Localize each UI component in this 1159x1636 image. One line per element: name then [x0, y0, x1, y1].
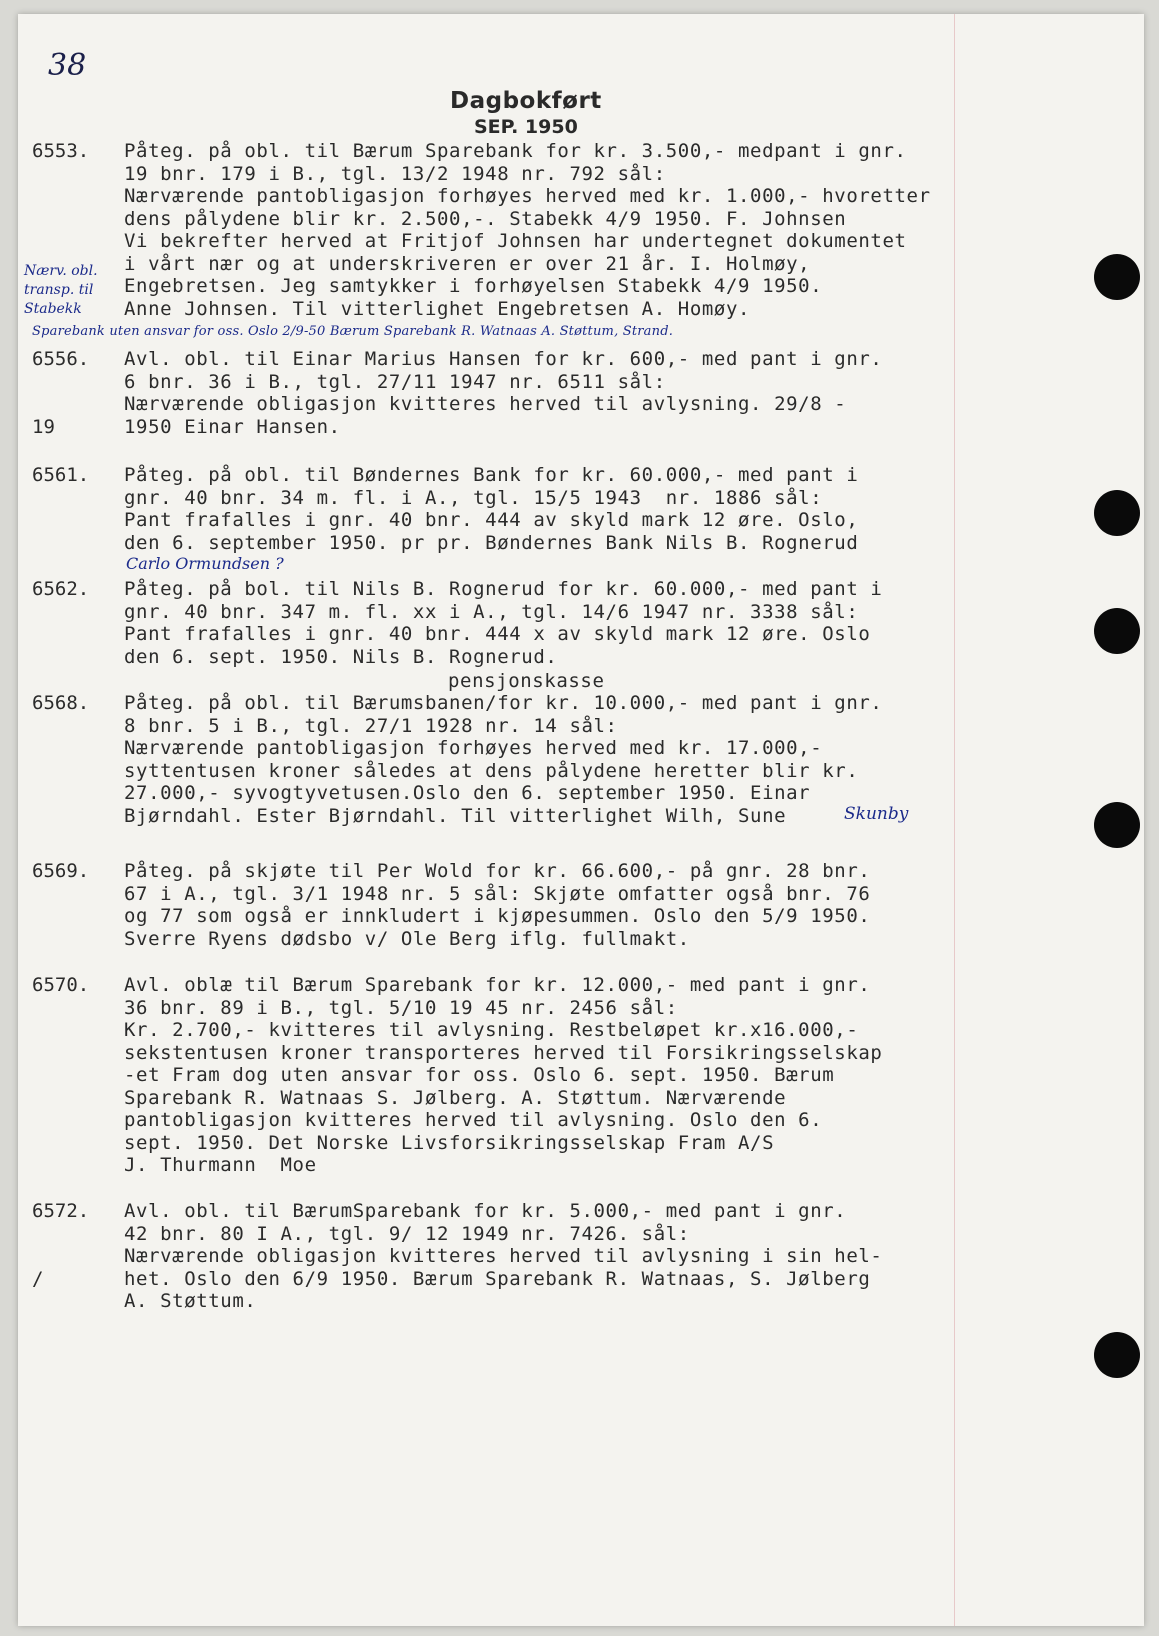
margin-note-line: Nærv. obl.	[24, 263, 98, 279]
entry-line: Påteg. på obl. til Bærumsbanen/for kr. 10.000,- med pant i gnr.	[124, 692, 883, 714]
entry-line: i vårt nær og at underskriveren er over 21 år. I. Holmøy,	[124, 252, 811, 275]
entry-line: gnr. 40 bnr. 34 m. fl. i A., tgl. 15/5 1943 nr. 1886 sål:	[124, 486, 823, 509]
margin-note-6553	[24, 262, 98, 319]
entry-line: Avl. obl. til Einar Marius Hansen for kr. 600,- med pant i gnr.	[124, 348, 883, 370]
entry-line: A. Støttum.	[124, 1290, 257, 1312]
entry-text	[124, 578, 882, 668]
punch-hole-1	[1094, 254, 1140, 300]
handwritten-signature: Carlo Ormundsen ?	[126, 554, 284, 573]
punch-hole-4	[1094, 802, 1140, 848]
entry-text	[124, 140, 931, 320]
document-page	[18, 14, 1144, 1626]
entry-line: 1950 Einar Hansen.	[124, 415, 341, 438]
entry-line: 19 bnr. 179 i B., tgl. 13/2 1948 nr. 792 sål:	[124, 162, 666, 185]
entry-line: Nærværende obligasjon kvitteres herved til avlysning. 29/8 -	[124, 393, 847, 415]
entry-line: Pant frafalles i gnr. 40 bnr. 444 x av skyld mark 12 øre. Oslo	[124, 623, 871, 645]
punch-hole-5	[1094, 1332, 1140, 1378]
insertion-note: pensjonskasse	[448, 670, 605, 692]
entry-line: 36 bnr. 89 i B., tgl. 5/10 19 45 nr. 2456 sål:	[124, 996, 678, 1019]
margin-number: 19	[32, 416, 55, 438]
entry-number: 6562.	[32, 578, 90, 600]
entry-line: Påteg. på obl. til Bøndernes Bank for kr. 60.000,- med pant i	[124, 464, 859, 486]
entry-line: Avl. obl. til BærumSparebank for kr. 5.000,- med pant i gnr.	[124, 1200, 847, 1222]
entry-line: Bjørndahl. Ester Bjørndahl. Til vitterlighet Wilh, Sune	[124, 804, 787, 827]
entry-line: og 77 som også er innkludert i kjøpesummen. Oslo den 5/9 1950.	[124, 905, 871, 927]
entry-number: 6572.	[32, 1200, 90, 1222]
margin-rule	[954, 14, 955, 1626]
entry-line: Pant frafalles i gnr. 40 bnr. 444 av skyld mark 12 øre. Oslo,	[124, 509, 859, 531]
entry-line: sept. 1950. Det Norske Livsforsikringsselskap Fram A/S	[124, 1131, 775, 1154]
entry-line: 6 bnr. 36 i B., tgl. 27/11 1947 nr. 6511 sål:	[124, 370, 666, 393]
entry-line: gnr. 40 bnr. 347 m. fl. xx i A., tgl. 14/6 1947 nr. 3338 sål:	[124, 600, 859, 623]
entry-line: sekstentusen kroner transporteres herved til Forsikringsselskap	[124, 1041, 883, 1064]
margin-note-line: transp. til	[24, 282, 94, 298]
entry-line: Avl. oblæ til Bærum Sparebank for kr. 12.000,- med pant i gnr.	[124, 974, 871, 996]
entry-line: -et Fram dog uten ansvar for oss. Oslo 6. sept. 1950. Bærum	[124, 1064, 835, 1086]
entry-line: Kr. 2.700,- kvitteres til avlysning. Restbeløpet kr.x16.000,-	[124, 1019, 859, 1041]
entry-line: dens pålydene blir kr. 2.500,-. Stabekk 4/9 1950. F. Johnsen	[124, 207, 847, 230]
entry-line: Påteg. på skjøte til Per Wold for kr. 66.600,- på gnr. 28 bnr.	[124, 860, 871, 882]
entry-text	[124, 860, 870, 950]
entry-line: Vi bekrefter herved at Fritjof Johnsen har undertegnet dokumentet	[124, 230, 907, 252]
entry-number: 6570.	[32, 974, 90, 996]
entry-line: Påteg. på bol. til Nils B. Rognerud for kr. 60.000,- med pant i	[124, 578, 883, 600]
entry-text	[124, 692, 882, 827]
entry-line: Engebretsen. Jeg samtykker i forhøyelsen Stabekk 4/9 1950.	[124, 275, 823, 297]
entry-line: het. Oslo den 6/9 1950. Bærum Sparebank R. Watnaas, S. Jølberg	[124, 1267, 871, 1290]
entry-line: 8 bnr. 5 i B., tgl. 27/1 1928 nr. 14 sål:	[124, 714, 618, 737]
entry-line: den 6. sept. 1950. Nils B. Rognerud.	[124, 645, 558, 668]
handwritten-signature: Skunby	[844, 804, 909, 824]
entry-line: 42 bnr. 80 I A., tgl. 9/ 12 1949 nr. 7426. sål:	[124, 1222, 690, 1245]
date-stamp	[450, 88, 602, 138]
entry-line: Nærværende pantobligasjon forhøyes herved med kr. 1.000,- hvoretter	[124, 185, 931, 207]
entry-number: 6556.	[32, 348, 90, 370]
entry-line: 67 i A., tgl. 3/1 1948 nr. 5 sål: Skjøte omfatter også bnr. 76	[124, 882, 871, 905]
handwritten-note: Sparebank uten ansvar for oss. Oslo 2/9-50 Bærum Sparebank R. Watnaas A. Støttum, Strand.	[32, 324, 674, 339]
entry-number: 6568.	[32, 692, 90, 714]
entry-line: Anne Johnsen. Til vitterlighet Engebretsen A. Homøy.	[124, 297, 751, 320]
entry-line: Nærværende pantobligasjon forhøyes herved med kr. 17.000,-	[124, 737, 823, 759]
entry-line: den 6. september 1950. pr pr. Bøndernes Bank Nils B. Rognerud	[124, 531, 859, 554]
punch-hole-3	[1094, 608, 1140, 654]
entry-number: 6569.	[32, 860, 90, 882]
stamp-date: SEP. 1950	[473, 116, 578, 138]
entry-line: Sverre Ryens dødsbo v/ Ole Berg iflg. fullmakt.	[124, 927, 690, 950]
entry-line: Nærværende obligasjon kvitteres herved til avlysning i sin hel-	[124, 1245, 883, 1267]
entry-number: 6561.	[32, 464, 90, 486]
entry-text	[124, 974, 882, 1177]
entry-text	[124, 464, 858, 554]
entry-line: pantobligasjon kvitteres herved til avlysning. Oslo den 6.	[124, 1109, 823, 1131]
entry-text	[124, 348, 882, 438]
margin-mark: /	[32, 1268, 44, 1290]
punch-hole-2	[1094, 490, 1140, 536]
entry-line: Påteg. på obl. til Bærum Sparebank for kr. 3.500,- medpant i gnr.	[124, 140, 907, 162]
entry-line: J. Thurmann Moe	[124, 1154, 317, 1176]
entry-line: syttentusen kroner således at dens pålydene heretter blir kr.	[124, 759, 859, 782]
entry-text	[124, 1200, 882, 1313]
entry-number: 6553.	[32, 140, 90, 162]
page-number: 38	[48, 48, 87, 83]
entry-line: 27.000,- syvogtyvetusen.Oslo den 6. september 1950. Einar	[124, 782, 811, 804]
stamp-title: Dagbokført	[450, 88, 602, 114]
entry-line: Sparebank R. Watnaas S. Jølberg. A. Støttum. Nærværende	[124, 1086, 787, 1109]
margin-note-line: Stabekk	[24, 301, 82, 317]
